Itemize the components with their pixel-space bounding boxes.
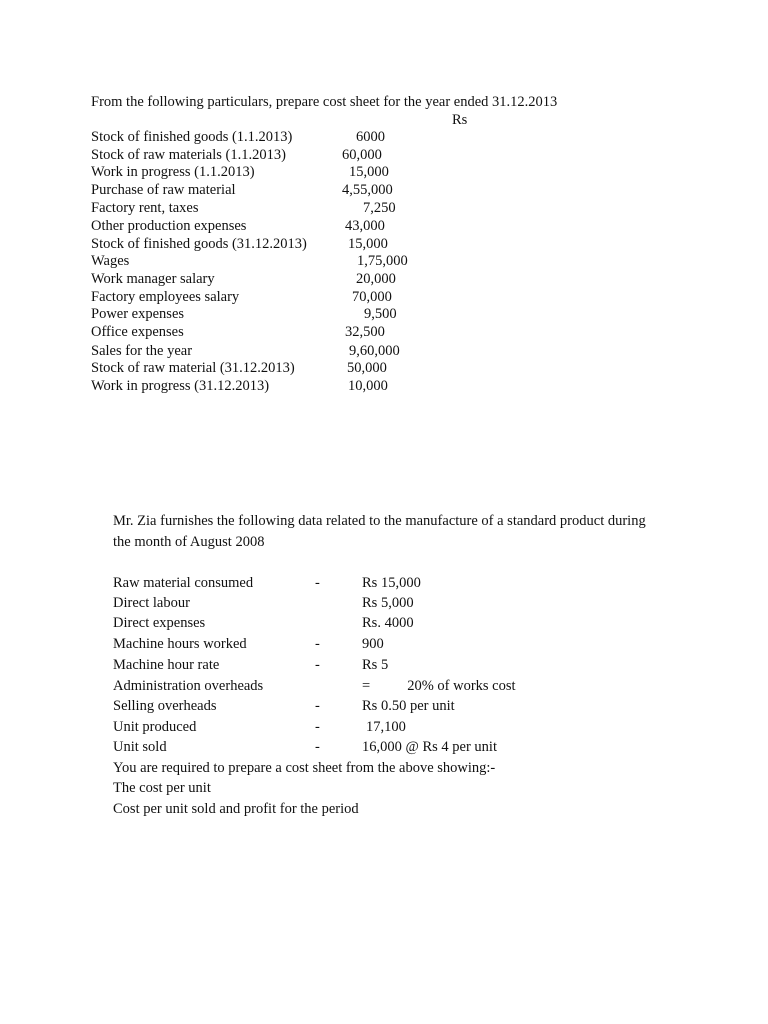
list-item-value: Rs 5 [362, 657, 389, 673]
list-item-value: Rs 5,000 [362, 595, 414, 611]
list-item-separator: - [315, 575, 320, 591]
list-item-value [362, 676, 516, 696]
list-item-label: Direct labour [113, 595, 190, 611]
list-item-value: 1,75,000 [357, 253, 408, 269]
list-item-label: Unit produced [113, 719, 197, 735]
list-item-label: Stock of finished goods (1.1.2013) [91, 129, 293, 145]
question-1-heading: From the following particulars, prepare cost sheet for the year ended 31.12.2013 [91, 94, 558, 110]
list-item-value: Rs 0.50 per unit [362, 698, 455, 714]
list-item-value: 60,000 [342, 147, 382, 163]
list-item-label: Work in progress (1.1.2013) [91, 164, 255, 180]
list-item-label: Factory rent, taxes [91, 200, 199, 216]
list-item-separator: - [315, 698, 320, 714]
list-item-separator: - [315, 636, 320, 652]
list-item-value: Rs. 4000 [362, 615, 414, 631]
currency-label: Rs [452, 112, 468, 128]
list-item-value: 50,000 [347, 360, 387, 376]
list-item-value: 7,250 [363, 200, 396, 216]
list-item-label: Power expenses [91, 306, 185, 322]
list-item-value: 4,55,000 [342, 182, 393, 198]
requirement-item: The cost per unit [113, 780, 211, 796]
list-item-label: Selling overheads [113, 698, 217, 714]
list-item-label: Stock of raw material (31.12.2013) [91, 360, 295, 376]
list-item-value: 9,500 [364, 306, 397, 322]
list-item-value: 20,000 [356, 271, 396, 287]
requirement-item: Cost per unit sold and profit for the period [113, 801, 359, 817]
list-item-label: Direct expenses [113, 615, 206, 631]
list-item-value: 43,000 [345, 218, 385, 234]
list-item-label: Purchase of raw material [91, 182, 236, 198]
list-item-label: Other production expenses [91, 218, 247, 234]
requirement-text: You are required to prepare a cost sheet from the above showing:- [113, 760, 496, 776]
admin-overheads-value: 20% of works cost [407, 678, 516, 694]
list-item-label: Raw material consumed [113, 575, 254, 591]
list-item-label: Wages [91, 253, 130, 269]
list-item-label: Stock of finished goods (31.12.2013) [91, 236, 307, 252]
list-item-value: 32,500 [345, 324, 385, 340]
list-item-value: 17,100 [366, 719, 406, 735]
question-2-intro-line-1: Mr. Zia furnishes the following data related to the manufacture of a standard product during [113, 513, 646, 529]
equals-sign: = [362, 678, 371, 694]
list-item-value: 900 [362, 636, 384, 652]
list-item-value: 16,000 @ Rs 4 per unit [362, 739, 497, 755]
list-item-label: Machine hour rate [113, 657, 220, 673]
list-item-separator: - [315, 739, 320, 755]
list-item-value: 10,000 [348, 378, 388, 394]
list-item-label: Work in progress (31.12.2013) [91, 378, 270, 394]
list-item-value: 70,000 [352, 289, 392, 305]
list-item-value: 6000 [356, 129, 385, 145]
list-item-label: Sales for the year [91, 343, 193, 359]
list-item-label: Work manager salary [91, 271, 215, 287]
list-item-label: Machine hours worked [113, 636, 247, 652]
list-item-value: 15,000 [349, 164, 389, 180]
list-item-separator: - [315, 719, 320, 735]
list-item-label: Office expenses [91, 324, 184, 340]
question-2-intro-line-2: the month of August 2008 [113, 534, 265, 550]
list-item-label: Factory employees salary [91, 289, 240, 305]
list-item-value: 15,000 [348, 236, 388, 252]
list-item-value: Rs 15,000 [362, 575, 421, 591]
list-item-separator: - [315, 657, 320, 673]
list-item-label: Stock of raw materials (1.1.2013) [91, 147, 286, 163]
list-item-label: Administration overheads [113, 678, 264, 694]
list-item-value: 9,60,000 [349, 343, 400, 359]
list-item-label: Unit sold [113, 739, 167, 755]
